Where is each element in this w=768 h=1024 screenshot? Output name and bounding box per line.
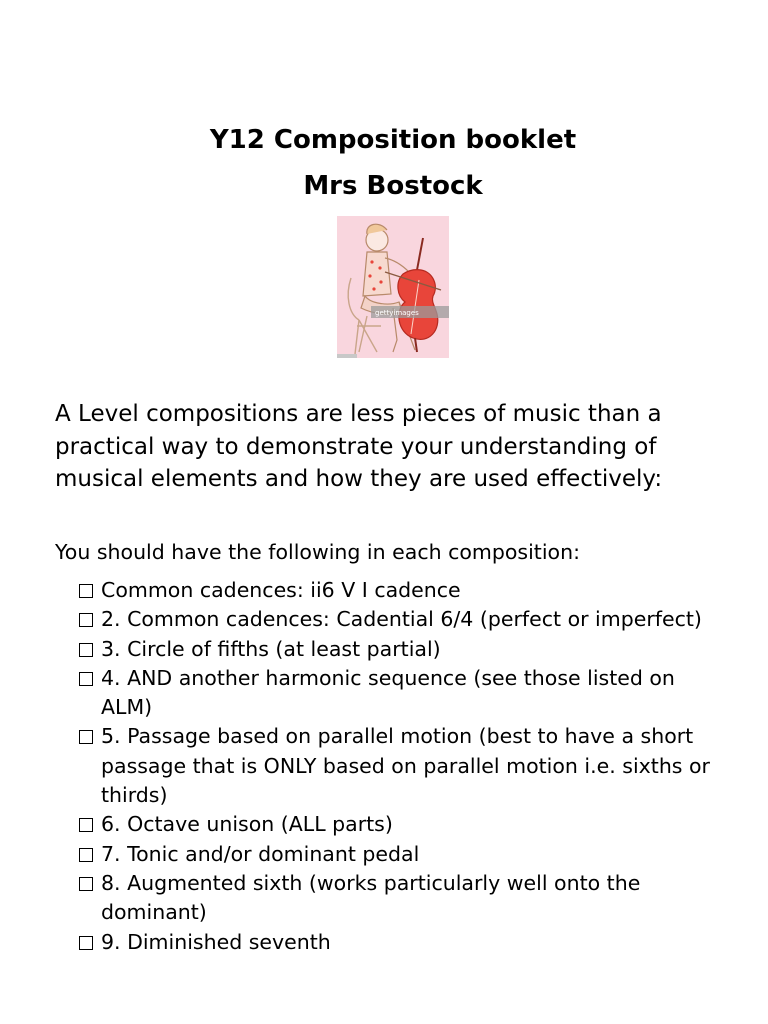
checkbox-icon[interactable] — [79, 584, 93, 598]
checklist-item-label: 9. Diminished seventh — [101, 929, 331, 954]
checklist-item — [79, 576, 729, 605]
checkbox-icon[interactable] — [79, 818, 93, 832]
checklist-item-label: 4. AND another harmonic sequence (see those listed on ALM) — [101, 665, 675, 720]
checklist-item-label: 7. Tonic and/or dominant pedal — [101, 841, 420, 866]
checkbox-icon[interactable] — [79, 848, 93, 862]
checklist-item — [79, 810, 729, 839]
checkbox-icon[interactable] — [79, 613, 93, 627]
checklist-item — [79, 840, 729, 869]
document-title: Y12 Composition booklet — [209, 125, 577, 155]
document-author: Mrs Bostock — [303, 171, 483, 201]
requirements-checklist — [79, 576, 729, 957]
checklist-item — [79, 928, 729, 957]
checklist-item — [79, 635, 729, 664]
checklist-item-label: 6. Octave unison (ALL parts) — [101, 812, 393, 837]
checklist-item-label: 3. Circle of fifths (at least partial) — [101, 636, 441, 661]
checklist-item — [79, 664, 729, 723]
checkbox-icon[interactable] — [79, 672, 93, 686]
checklist-item — [79, 869, 729, 928]
checklist-item-label: 2. Common cadences: Cadential 6/4 (perfect or imperfect) — [101, 607, 702, 632]
checklist-item-label: 5. Passage based on parallel motion (best to have a short passage that is ONLY based on parallel motion i.e. sixths or thirds) — [101, 724, 710, 808]
checklist-item — [79, 722, 729, 810]
checklist-item-label: 8. Augmented sixth (works particularly well onto the dominant) — [101, 870, 641, 925]
lead-sentence: You should have the following in each composition: — [55, 540, 580, 564]
intro-paragraph: A Level compositions are less pieces of music than a practical way to demonstrate your understanding of musical elements and how they are used effectively: — [55, 401, 663, 492]
watermark-text: gettyimages — [375, 309, 419, 317]
checklist-item — [79, 605, 729, 634]
checklist-item-label: Common cadences: ii6 V I cadence — [101, 578, 461, 602]
checkbox-icon[interactable] — [79, 643, 93, 657]
cellist-illustration — [337, 216, 449, 358]
checkbox-icon[interactable] — [79, 877, 93, 891]
checkbox-icon[interactable] — [79, 730, 93, 744]
checkbox-icon[interactable] — [79, 936, 93, 950]
